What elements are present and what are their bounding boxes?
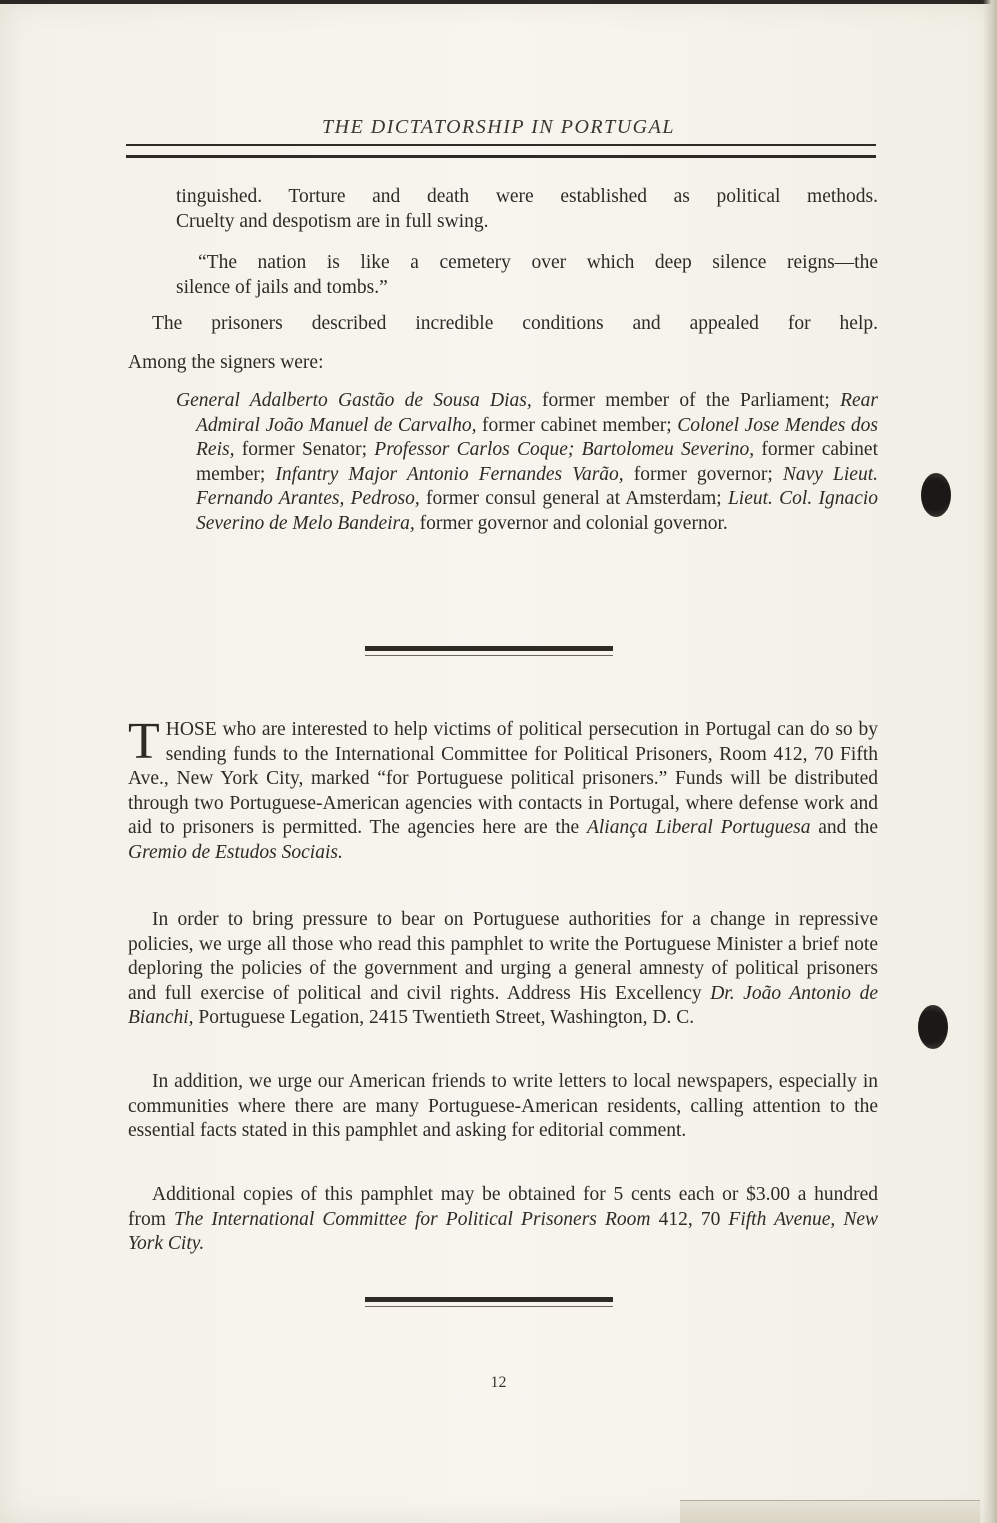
running-head: THE DICTATORSHIP IN PORTUGAL [322,116,675,138]
page-top-edge [0,0,997,4]
para-help-text: HOSE who are interested to help victims of political persecution in Portugal can do so by sending funds to the International Committee for Political Prisoners, Room 412, 70 Fifth Ave., New York City, marked “for Portuguese political prisoners.” Funds will be distributed through two Portuguese-American agencies with contacts in Portugal, where defense work and aid to prisoners is permitted. The agencies here are the [128,719,878,838]
punch-hole-lower [918,1005,948,1049]
header-double-rule [126,144,876,158]
punch-hole-upper [921,473,951,517]
para-pressure [128,908,878,1031]
line: silence of jails and tombs.” [176,276,388,298]
room-number: 412, 70 [650,1208,729,1230]
signer-name: Infantry Major Antonio Fernandes Varão, [275,463,624,485]
para-pressure-text: Portuguese Legation, 2415 Twentieth Street, Washington, D. C. [193,1007,695,1028]
signer-role: former cabinet member; [476,414,678,436]
minister-name: Dr. João Antonio de Bianchi, [128,982,879,1028]
para-torture [176,185,878,234]
page-right-edge [983,0,997,1523]
closing-divider-rule [365,1297,613,1302]
agency-name: Aliança Liberal Portuguesa [586,817,811,838]
signer-name: Navy Lieut. Fernando Arantes, Pedroso, [196,463,878,509]
para-prisoners: The prisoners described incredible conditions and appealed for help. [152,313,878,334]
signer-role: former governor and colonial governor. [414,512,728,534]
signer-role: former member of the Parliament; [531,390,841,411]
signer-name: Professor Carlos Coque; Bartolomeu Severino, [374,439,755,460]
para-signers-intro: Among the signers were: [128,352,324,373]
signer-name: Rear Admiral João Manuel de Carvalho, [196,390,878,436]
signer-role: former consul general at Amsterdam; [419,488,728,509]
para-copies [128,1183,878,1257]
committee-address: Fifth Avenue, New York City. [128,1208,879,1254]
page-number: 12 [490,1374,507,1391]
para-newspapers: In addition, we urge our American friends to write letters to local newspapers, especially in communities where there are many Portuguese-American residents, calling attention to the essential facts stated in this pamphlet and asking for editorial comment. [128,1071,878,1141]
committee-name: The International Committee for Political Prisoners [174,1208,597,1230]
line: “The nation is like a cemetery over which deep silence reigns—the [198,252,878,273]
line: Cruelty and despotism are in full swing. [176,210,489,232]
signer-role: former Senator; [234,439,375,460]
para-help [128,713,878,865]
signer-role: former governor; [623,463,783,485]
para-pressure-text: In order to bring pressure to bear on Portuguese authorities for a change in repressive policies, we urge all those who read this pamphlet to write the Portuguese Minister a brief note deploring the policies of the government and urging a general amnesty of political prisoners and full exercise of political and civil rights. Address His Excellency [128,909,878,1004]
drop-cap: T [128,713,160,770]
signer-role: former cabinet member; [196,439,879,485]
paper-fold-edge [680,1500,980,1523]
para-help-text: and the [810,817,878,838]
section-divider-rule [365,646,613,651]
signer-name: General Adalberto Gastão de Sousa Dias, [176,390,532,411]
agency-name: Gremio de Estudos Sociais. [128,841,343,863]
signer-name: Colonel Jose Mendes dos Reis, [196,414,878,460]
para-copies-text: Additional copies of this pamphlet may be obtained for 5 cents each or $3.00 a hundred from [128,1184,878,1230]
signer-name: Lieut. Col. Ignacio Severino de Melo Bandeira, [196,488,879,534]
line: tinguished. Torture and death were established as political methods. [176,186,878,207]
signers-list [176,389,878,536]
room-label: Room [605,1208,651,1230]
para-quote [176,251,878,300]
